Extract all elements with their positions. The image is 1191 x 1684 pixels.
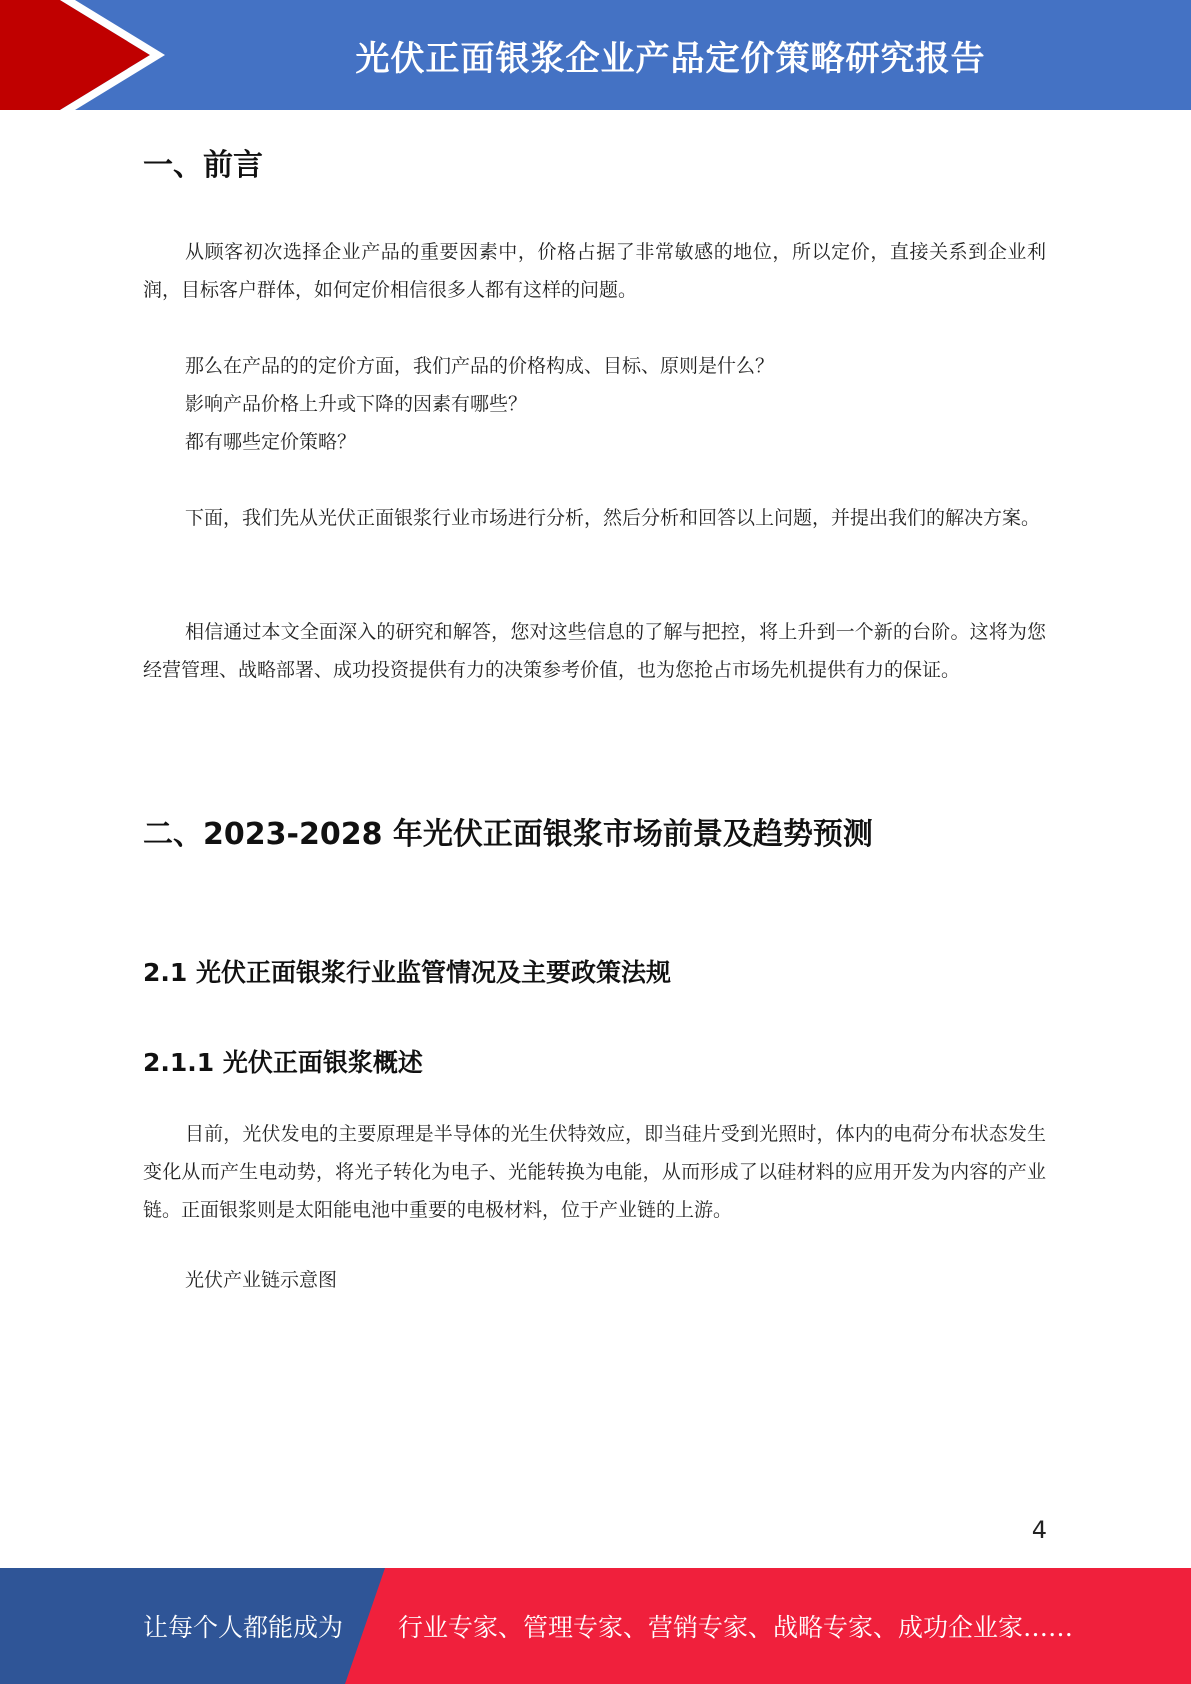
section-2-1-heading: 2.1 光伏正面银浆行业监管情况及主要政策法规 xyxy=(143,958,671,987)
footer-slogan-left: 让每个人都能成为 xyxy=(143,1613,344,1642)
section-2-heading: 二、2023-2028 年光伏正面银浆市场前景及趋势预测 xyxy=(143,817,873,852)
header-chevron-decoration xyxy=(0,0,170,110)
preface-paragraph-1: 从顾客初次选择企业产品的重要因素中，价格占据了非常敏感的地位，所以定价，直接关系到企业利润，目标客户群体，如何定价相信很多人都有这样的问题。 xyxy=(143,241,1046,301)
preface-question-2: 影响产品价格上升或下降的因素有哪些？ xyxy=(185,393,528,415)
figure-caption: 光伏产业链示意图 xyxy=(185,1269,338,1291)
preface-question-3: 都有哪些定价策略？ xyxy=(185,431,357,453)
footer-banner xyxy=(0,1568,1191,1684)
page-number: 4 xyxy=(1031,1516,1047,1544)
preface-question-1: 那么在产品的的定价方面，我们产品的价格构成、目标、原则是什么？ xyxy=(185,355,775,377)
preface-paragraph-3: 相信通过本文全面深入的研究和解答，您对这些信息的了解与把控，将上升到一个新的台阶。这将为您经营管理、战略部署、成功投资提供有力的决策参考价值，也为您抢占市场先机提供有力的保证。 xyxy=(143,621,1046,681)
section-2-1-1-heading: 2.1.1 光伏正面银浆概述 xyxy=(143,1048,423,1077)
header-banner xyxy=(0,0,1191,110)
report-title: 光伏正面银浆企业产品定价策略研究报告 xyxy=(355,38,986,79)
footer-slogan-right: 行业专家、管理专家、营销专家、战略专家、成功企业家…… xyxy=(398,1613,1074,1642)
section-2-1-1-paragraph: 目前，光伏发电的主要原理是半导体的光生伏特效应，即当硅片受到光照时，体内的电荷分布状态发生变化从而产生电动势，将光子转化为电子、光能转换为电能，从而形成了以硅材料的应用开发为内容的产业链。正面银浆则是太阳能电池中重要的电极材料，位于产业链的上游。 xyxy=(143,1123,1046,1221)
preface-heading: 一、前言 xyxy=(143,148,263,183)
preface-paragraph-2: 下面，我们先从光伏正面银浆行业市场进行分析，然后分析和回答以上问题，并提出我们的解决方案。 xyxy=(185,507,1041,529)
